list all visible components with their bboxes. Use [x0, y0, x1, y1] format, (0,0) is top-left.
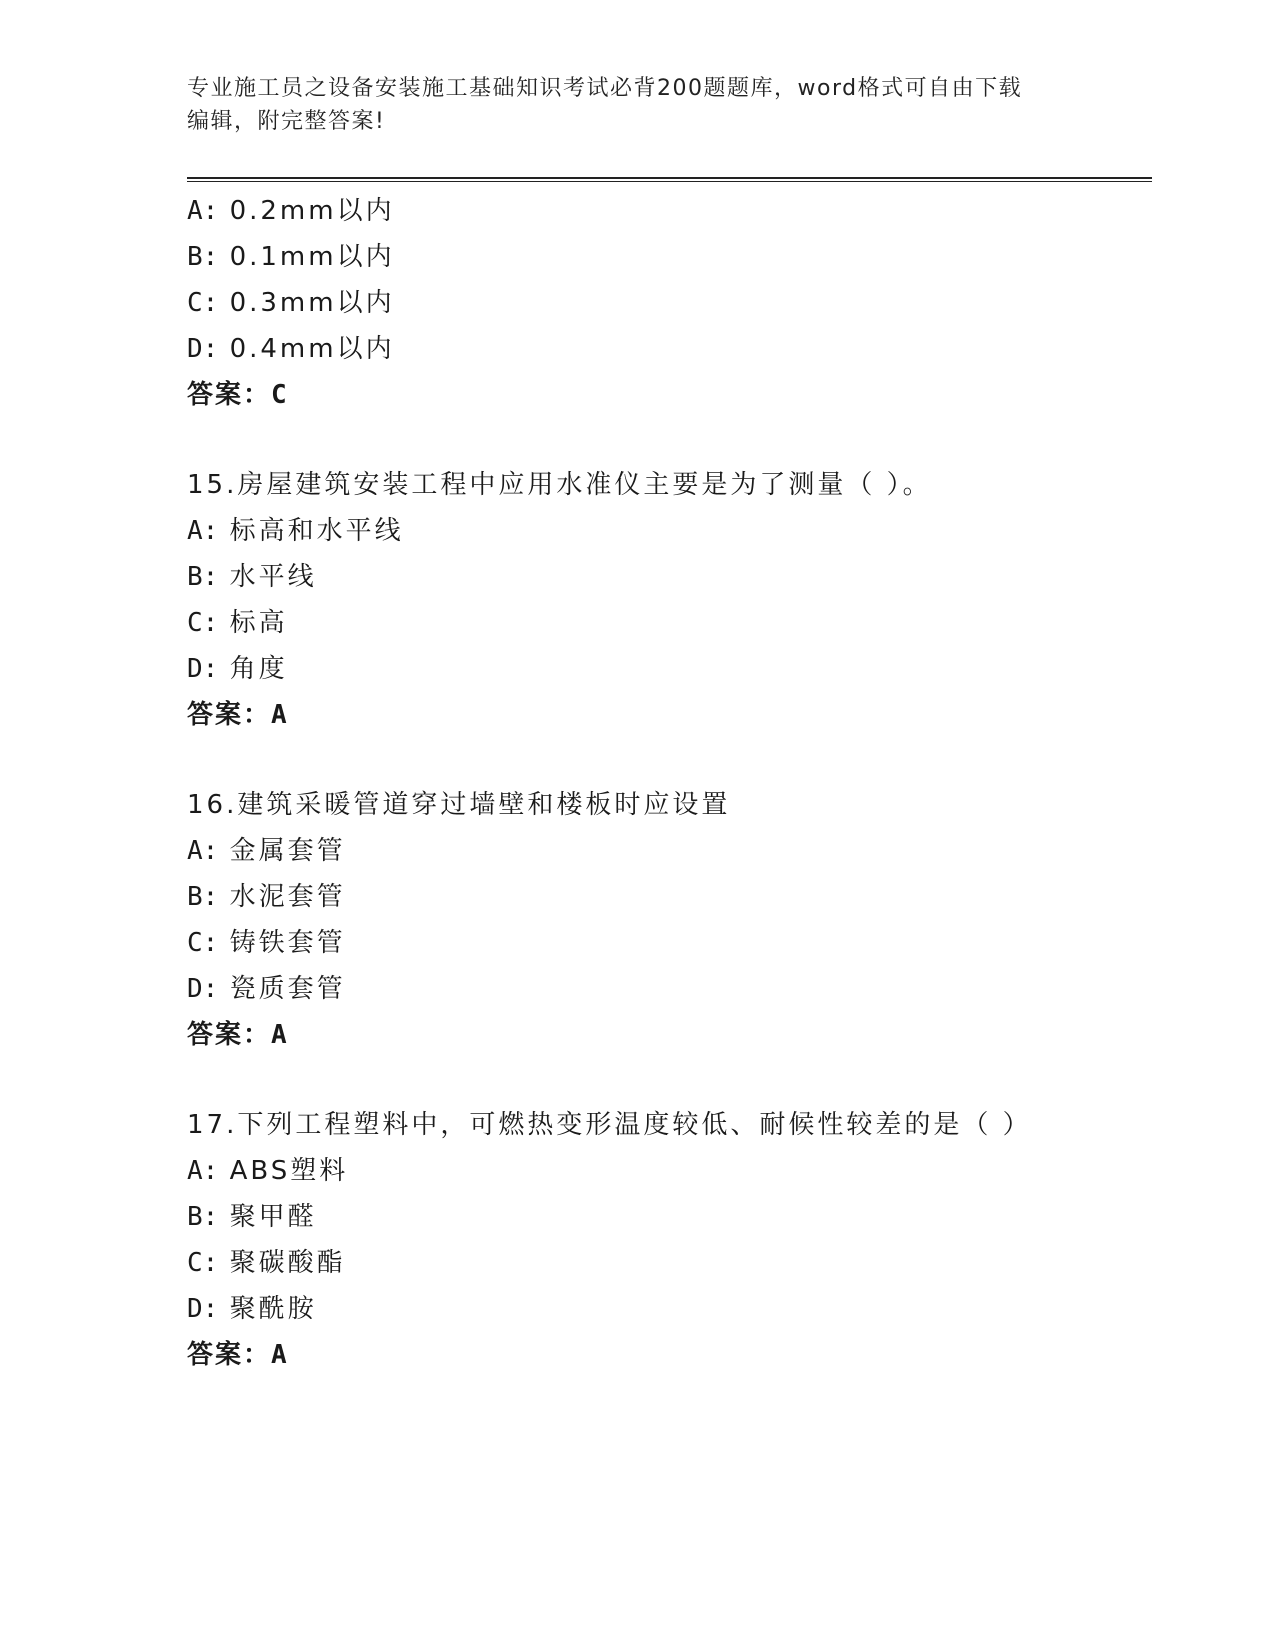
- option-text: 0.3mm以内: [229, 288, 395, 318]
- answer-label: 答案：: [187, 700, 272, 730]
- option-label: D:: [187, 334, 219, 364]
- question-14: [187, 188, 1147, 418]
- option-b: [187, 874, 1147, 920]
- option-label: D:: [187, 974, 219, 1004]
- question-list: [187, 188, 1147, 1378]
- option-text: 角度: [229, 654, 288, 684]
- spacer: [187, 1058, 1147, 1102]
- option-text: 金属套管: [229, 836, 346, 866]
- header-line-1: 专业施工员之设备安装施工基础知识考试必背200题题库，word格式可自由下载: [187, 76, 1023, 101]
- answer: [187, 1012, 1147, 1058]
- header-divider: [187, 177, 1152, 182]
- document-header: [187, 72, 1087, 138]
- option-label: B:: [187, 882, 219, 912]
- option-b: [187, 1194, 1147, 1240]
- question-17: [187, 1102, 1147, 1378]
- option-label: C:: [187, 608, 219, 638]
- option-label: D:: [187, 654, 219, 684]
- option-text: ABS塑料: [229, 1156, 349, 1186]
- option-c: [187, 1240, 1147, 1286]
- option-label: C:: [187, 288, 219, 318]
- option-label: B:: [187, 562, 219, 592]
- answer-value: A: [271, 1020, 289, 1050]
- question-16: [187, 782, 1147, 1058]
- option-text: 0.2mm以内: [229, 196, 395, 226]
- option-c: [187, 920, 1147, 966]
- answer-value: A: [271, 700, 289, 730]
- option-a: [187, 1148, 1147, 1194]
- answer-label: 答案：: [187, 380, 272, 410]
- option-text: 标高和水平线: [229, 516, 404, 546]
- option-label: A:: [187, 1156, 219, 1186]
- option-text: 水平线: [229, 562, 317, 592]
- option-text: 标高: [229, 608, 288, 638]
- header-line-2: 编辑，附完整答案!: [187, 109, 386, 134]
- option-text: 瓷质套管: [229, 974, 346, 1004]
- answer-value: C: [271, 380, 289, 410]
- option-label: B:: [187, 1202, 219, 1232]
- option-text: 聚酰胺: [229, 1294, 317, 1324]
- option-text: 水泥套管: [229, 882, 346, 912]
- option-label: C:: [187, 928, 219, 958]
- option-text: 聚碳酸酯: [229, 1248, 346, 1278]
- option-d: [187, 646, 1147, 692]
- question-15: [187, 462, 1147, 738]
- option-text: 0.4mm以内: [229, 334, 395, 364]
- option-label: D:: [187, 1294, 219, 1324]
- option-c: [187, 280, 1147, 326]
- option-d: [187, 326, 1147, 372]
- answer-value: A: [271, 1340, 289, 1370]
- option-a: [187, 508, 1147, 554]
- option-label: B:: [187, 242, 219, 272]
- option-a: [187, 828, 1147, 874]
- answer: [187, 372, 1147, 418]
- option-label: A:: [187, 516, 219, 546]
- answer: [187, 1332, 1147, 1378]
- option-label: C:: [187, 1248, 219, 1278]
- spacer: [187, 738, 1147, 782]
- answer-label: 答案：: [187, 1020, 272, 1050]
- option-text: 0.1mm以内: [229, 242, 395, 272]
- option-label: A:: [187, 836, 219, 866]
- question-text: 15.房屋建筑安装工程中应用水准仪主要是为了测量（ ）。: [187, 470, 932, 500]
- option-a: [187, 188, 1147, 234]
- option-c: [187, 600, 1147, 646]
- option-b: [187, 554, 1147, 600]
- answer: [187, 692, 1147, 738]
- option-d: [187, 966, 1147, 1012]
- question-text: 16.建筑采暖管道穿过墙壁和楼板时应设置: [187, 790, 731, 820]
- answer-label: 答案：: [187, 1340, 272, 1370]
- option-label: A:: [187, 196, 219, 226]
- spacer: [187, 418, 1147, 462]
- question-text: 17.下列工程塑料中，可燃热变形温度较低、耐候性较差的是（ ）: [187, 1110, 1032, 1140]
- option-d: [187, 1286, 1147, 1332]
- option-text: 铸铁套管: [229, 928, 346, 958]
- option-text: 聚甲醛: [229, 1202, 317, 1232]
- option-b: [187, 234, 1147, 280]
